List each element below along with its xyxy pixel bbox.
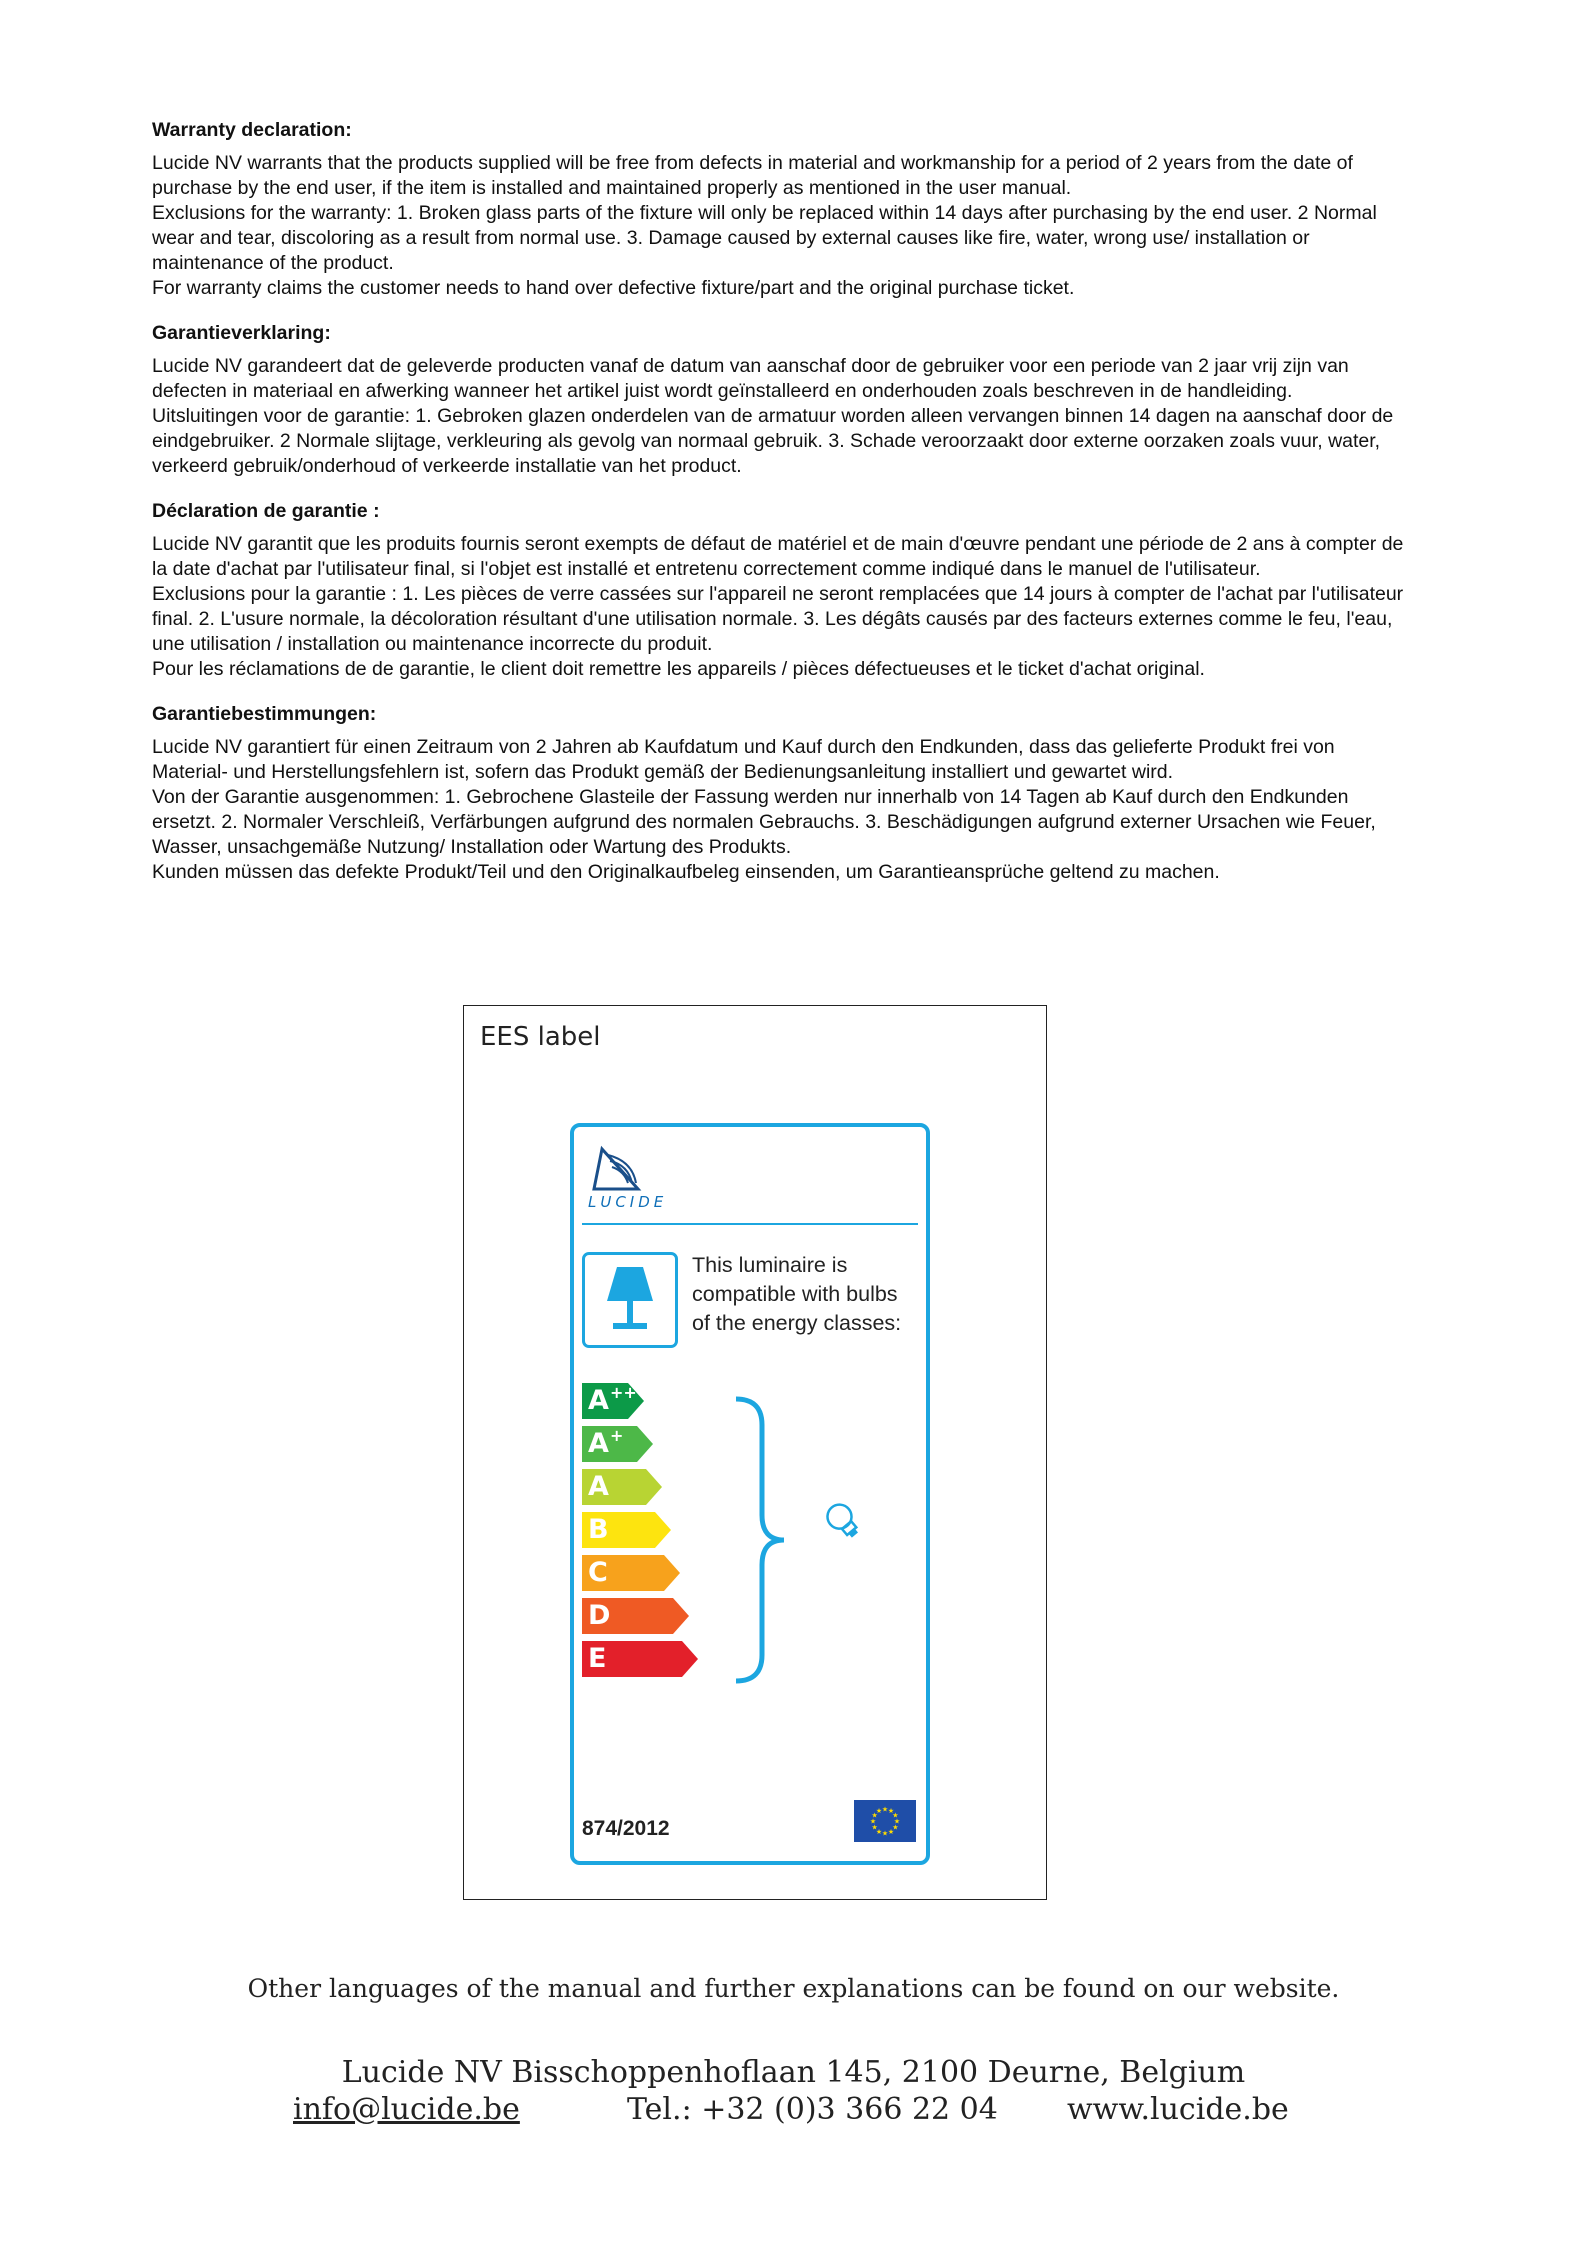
compatibility-text bbox=[692, 1251, 928, 1338]
eu-star-icon: ★ bbox=[871, 1824, 878, 1832]
energy-class-bar bbox=[582, 1469, 662, 1505]
energy-class-bar bbox=[582, 1426, 653, 1462]
website-link[interactable]: www.lucide.be bbox=[1067, 2092, 1289, 2127]
energy-label-card bbox=[570, 1123, 930, 1865]
section-body bbox=[152, 151, 1412, 301]
lucide-logo bbox=[588, 1143, 644, 1200]
eu-star-icon: ★ bbox=[892, 1812, 899, 1820]
bulb-icon bbox=[819, 1497, 869, 1552]
energy-class-label: E bbox=[588, 1643, 607, 1674]
paragraph: Uitsluitingen voor de garantie: 1. Gebroken glazen onderdelen van de armatuur worden alleen vervangen binnen 14 dagen na aanschaf door de eindgebruiker. 2 Normale slijtage, verkleuring als gevolg van normaal gebruik. 3. Schade veroorzaakt door externe oorzaken zoals vuur, water, verkeerd gebruik/onderhoud of verkeerde installatie van het product. bbox=[152, 405, 1394, 477]
compat-line: This luminaire is bbox=[692, 1253, 848, 1277]
compat-line: of the energy classes: bbox=[692, 1311, 902, 1335]
eu-star-icon: ★ bbox=[871, 1812, 878, 1820]
section-body bbox=[152, 532, 1412, 682]
energy-class-label: B bbox=[588, 1514, 609, 1545]
energy-class-label: C bbox=[588, 1557, 608, 1588]
energy-class-superscript: + bbox=[610, 1426, 624, 1445]
eu-star-icon: ★ bbox=[893, 1818, 901, 1826]
paragraph: Lucide NV warrants that the products supplied will be free from defects in material and workmanship for a period of 2 years from the date of purchase by the end user, if the item is installed and maintained properly as mentioned in the user manual. bbox=[152, 152, 1353, 199]
section-title: Garantieverklaring: bbox=[152, 322, 331, 344]
section-body bbox=[152, 354, 1412, 479]
brace-icon bbox=[732, 1395, 802, 1690]
eu-star-icon: ★ bbox=[869, 1818, 877, 1826]
phone-number: Tel.: +32 (0)3 366 22 04 bbox=[627, 2092, 998, 2127]
paragraph: Kunden müssen das defekte Produkt/Teil und den Originalkaufbeleg einsenden, um Garantieansprüche geltend zu machen. bbox=[152, 861, 1220, 883]
energy-class-superscript: ++ bbox=[610, 1383, 637, 1402]
paragraph: For warranty claims the customer needs to hand over defective fixture/part and the original purchase ticket. bbox=[152, 277, 1075, 299]
email-link[interactable]: info@lucide.be bbox=[293, 2092, 520, 2127]
energy-class-bar bbox=[582, 1555, 680, 1591]
energy-class-bar bbox=[582, 1598, 689, 1634]
energy-class-label: A bbox=[588, 1428, 609, 1459]
warranty-sections bbox=[152, 118, 1412, 905]
energy-class-bar bbox=[582, 1383, 644, 1419]
eu-star-icon: ★ bbox=[887, 1808, 895, 1816]
eu-star-icon: ★ bbox=[887, 1828, 895, 1836]
paragraph: Von der Garantie ausgenommen: 1. Gebrochene Glasteile der Fassung werden nur innerhalb von 14 Tagen ab Kauf durch den Endkunden ersetzt. 2. Normaler Verschleiß, Verfärbungen aufgrund des normalen Gebrauchs. 3. Beschädigungen aufgrund externer Ursachen wie Feuer, Wasser, unsachgemäße Nutzung/ Installation oder Wartung des Produkts. bbox=[152, 786, 1376, 858]
ees-label-frame bbox=[463, 1005, 1047, 1900]
ees-label-title: EES label bbox=[480, 1022, 601, 1052]
company-address: Lucide NV Bisschoppenhoflaan 145, 2100 Deurne, Belgium bbox=[341, 2055, 1246, 2090]
eu-flag-icon bbox=[854, 1800, 916, 1847]
warranty-section-fr bbox=[152, 499, 1412, 682]
energy-class-bar bbox=[582, 1512, 671, 1548]
compat-line: compatible with bulbs bbox=[692, 1282, 898, 1306]
lamp-icon bbox=[582, 1252, 678, 1348]
warranty-section-nl bbox=[152, 321, 1412, 479]
eu-star-icon: ★ bbox=[875, 1808, 883, 1816]
section-title: Garantiebestimmungen: bbox=[152, 703, 377, 725]
eu-star-icon: ★ bbox=[881, 1830, 889, 1838]
energy-class-label: D bbox=[588, 1600, 611, 1631]
section-title: Warranty declaration: bbox=[152, 119, 352, 141]
paragraph: Exclusions for the warranty: 1. Broken glass parts of the fixture will only be replaced within 14 days after purchasing by the end user. 2 Normal wear and tear, discoloring as a result from normal use. 3. Damage caused by external causes like fire, water, wrong use/ installation or maintenance of the product. bbox=[152, 202, 1377, 274]
warranty-section-de bbox=[152, 702, 1412, 885]
section-body bbox=[152, 735, 1412, 885]
paragraph: Lucide NV garandeert dat de geleverde producten vanaf de datum van aanschaf door de gebruiker voor een periode van 2 jaar vrij zijn van defecten in materiaal en afwerking wanneer het artikel juist wordt geïnstalleerd en onderhouden zoals beschreven in de handleiding. bbox=[152, 355, 1349, 402]
paragraph: Pour les réclamations de de garantie, le client doit remettre les appareils / pièces défectueuses et le ticket d'achat original. bbox=[152, 658, 1205, 680]
paragraph: Lucide NV garantiert für einen Zeitraum von 2 Jahren ab Kaufdatum und Kauf durch den Endkunden, dass das gelieferte Produkt frei von Material- und Herstellungsfehlern ist, sofern das Produkt gemäß der Bedienungsanleitung installiert und gewartet wird. bbox=[152, 736, 1335, 783]
divider bbox=[582, 1223, 918, 1225]
other-languages-note: Other languages of the manual and further explanations can be found on our website. bbox=[247, 1974, 1340, 2003]
energy-class-bar bbox=[582, 1641, 698, 1677]
paragraph: Exclusions pour la garantie : 1. Les pièces de verre cassées sur l'appareil ne seront remplacées que 14 jours à compter de l'achat par l'utilisateur final. 2. L'usure normale, la décoloration résultant d'une utilisation normale. 3. Les dégâts causés par des facteurs externes comme le feu, l'eau, une utilisation / installation ou maintenance incorrecte du produit. bbox=[152, 583, 1404, 655]
eu-star-icon: ★ bbox=[881, 1806, 889, 1814]
energy-class-label: A bbox=[588, 1471, 609, 1502]
eu-star-icon: ★ bbox=[892, 1824, 899, 1832]
section-title: Déclaration de garantie : bbox=[152, 500, 380, 522]
paragraph: Lucide NV garantit que les produits fournis seront exempts de défaut de matériel et de main d'œuvre pendant une période de 2 ans à compter de la date d'achat par l'utilisateur final, si l'objet est installé et entretenu correctement comme indiqué dans le manuel de l'utilisateur. bbox=[152, 533, 1404, 580]
eu-star-icon: ★ bbox=[875, 1828, 883, 1836]
energy-class-label: A bbox=[588, 1385, 609, 1416]
regulation-number: 874/2012 bbox=[582, 1817, 670, 1840]
warranty-section-en bbox=[152, 118, 1412, 301]
brand-name: LUCIDE bbox=[588, 1193, 668, 1211]
